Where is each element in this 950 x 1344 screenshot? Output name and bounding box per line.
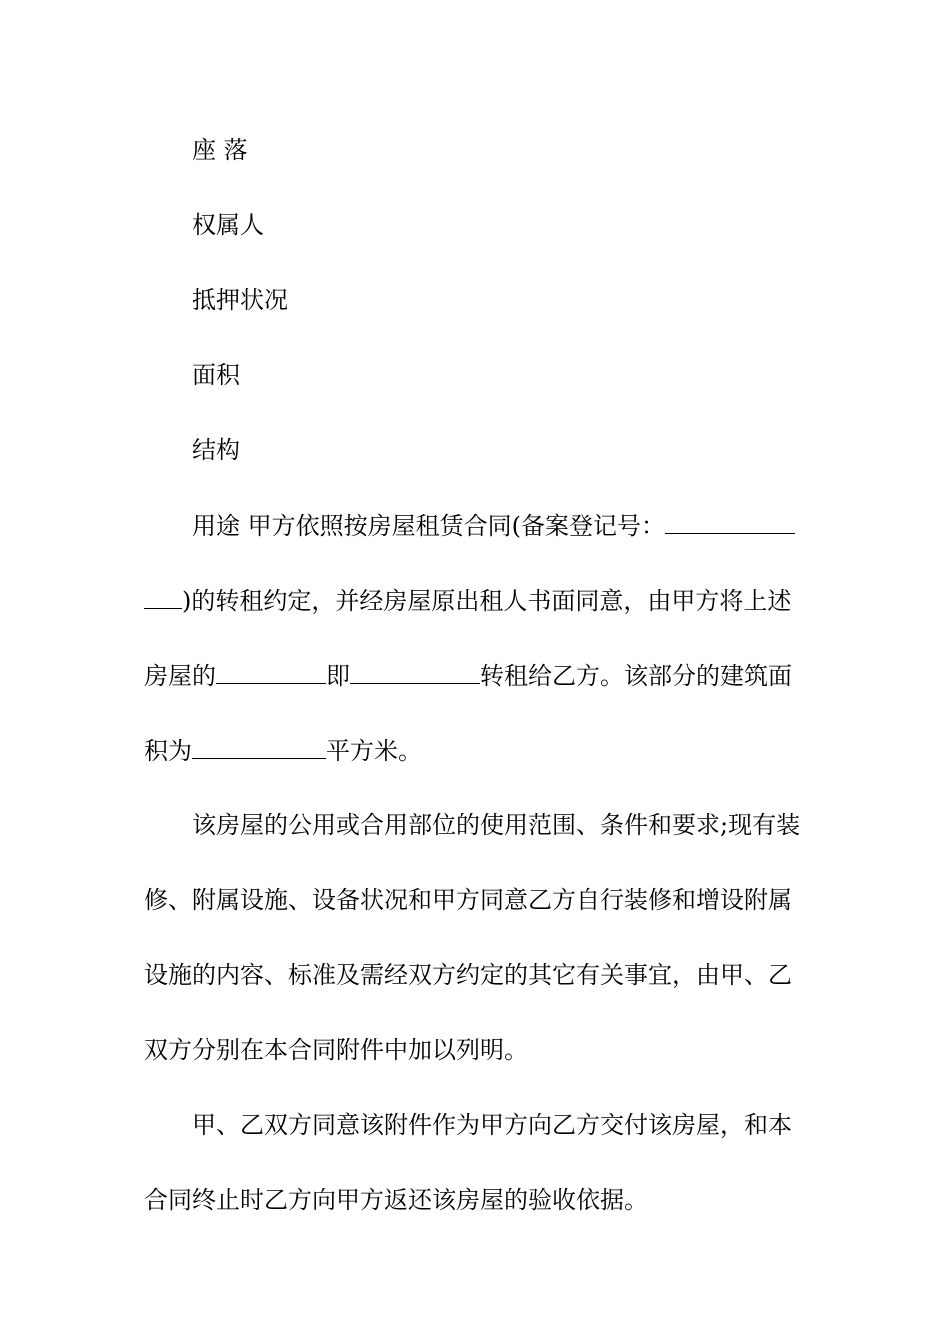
field-location: 座 落: [192, 136, 248, 164]
field-owner: 权属人: [192, 211, 264, 239]
para1-line3: [144, 661, 792, 690]
house-detail-blank: [350, 661, 480, 684]
para3-line1: 甲、乙双方同意该附件作为甲方向乙方交付该房屋，和本: [192, 1111, 792, 1139]
para1-line4-text-b: 平方米。: [326, 737, 422, 765]
area-blank: [192, 736, 326, 759]
para1-line1: [192, 511, 795, 540]
field-area: 面积: [192, 361, 240, 389]
para2-line1: 该房屋的公用或合用部位的使用范围、条件和要求;现有装: [192, 811, 801, 839]
field-structure: 结构: [192, 436, 240, 464]
para1-line3-text-c: 转租给乙方。该部分的建筑面: [480, 662, 792, 690]
para1-line4: [144, 736, 422, 765]
para2-line3: 设施的内容、标准及需经双方约定的其它有关事宜，由甲、乙: [144, 961, 792, 989]
para1-line3-text-b: 即: [326, 662, 350, 690]
para1-line3-text-a: 房屋的: [144, 662, 216, 690]
para1-line1-text: 用途 甲方依照按房屋租赁合同(备案登记号：: [192, 512, 665, 540]
para3-line2: 合同终止时乙方向甲方返还该房屋的验收依据。: [144, 1186, 648, 1214]
record-number-blank: [665, 511, 795, 534]
para1-line2: [144, 586, 791, 615]
para2-line4: 双方分别在本合同附件中加以列明。: [144, 1036, 528, 1064]
para2-line2: 修、附属设施、设备状况和甲方同意乙方自行装修和增设附属: [144, 886, 792, 914]
field-mortgage: 抵押状况: [192, 286, 288, 314]
para1-line2-text: )的转租约定，并经房屋原出租人书面同意，由甲方将上述: [182, 587, 792, 615]
house-part-blank: [216, 661, 326, 684]
record-number-blank-continued: [144, 586, 182, 609]
para1-line4-text-a: 积为: [144, 737, 192, 765]
